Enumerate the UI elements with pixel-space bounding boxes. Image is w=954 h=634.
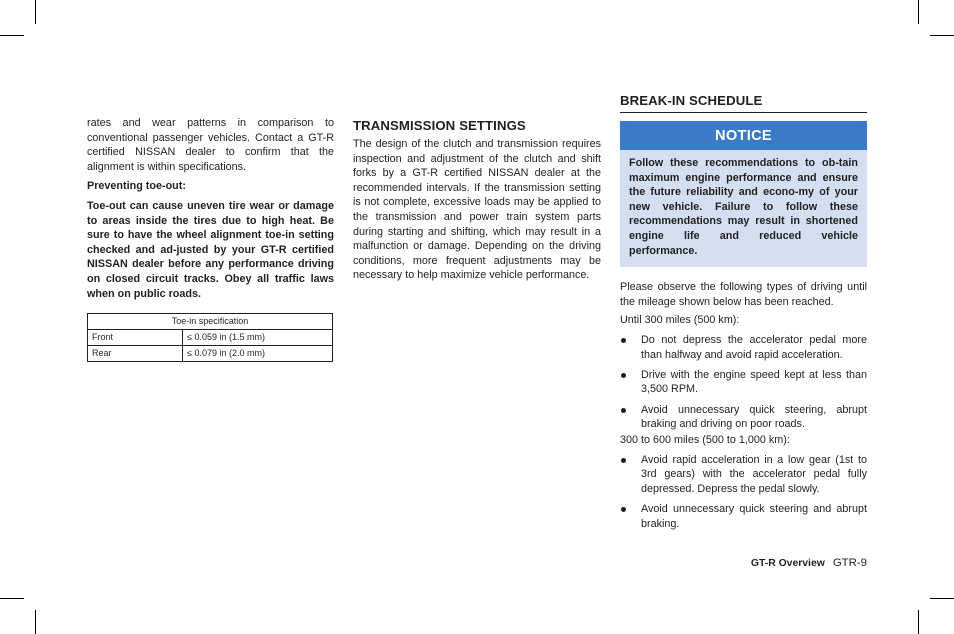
row-label-front: Front — [88, 330, 183, 346]
toe-in-spec-table — [87, 313, 333, 362]
list-item: Avoid unnecessary quick steering, abrupt braking and driving on poor roads. — [620, 403, 867, 432]
notice-text: Follow these recommendations to ob-tain maximum engine performance and ensure the future reliability and econo-my of your new vehicle. Failure to follow these recommendations may result in shortened engine life and reduced vehicle performance. — [629, 157, 858, 257]
toe-out-warning: Toe-out can cause uneven tire wear or damage to areas inside the tires due to high heat. Be sure to have the wheel alignment toe-in setting checked and ad-justed by your GT-R certified NISSAN dealer before any performance driving on closed circuit tracks. Obey all traffic laws when on public roads. — [87, 199, 334, 300]
notice-title: NOTICE — [620, 121, 867, 150]
subheading-preventing-toe-out: Preventing toe-out: — [87, 180, 186, 193]
row-label-rear: Rear — [88, 346, 183, 362]
notice-box — [620, 121, 867, 267]
intro-paragraph: rates and wear patterns in comparison to conventional passenger vehicles. Contact a GT-R certified NISSAN dealer to confirm that the alignment is within specifications. — [87, 117, 334, 173]
crop-mark — [930, 598, 954, 599]
crop-mark — [0, 35, 24, 36]
stage2-list — [620, 453, 867, 532]
table-header-row — [88, 314, 333, 330]
transmission-settings-heading: TRANSMISSION SETTINGS — [353, 118, 526, 133]
break-in-intro: Please observe the following types of driving until the mileage shown below has been reached. — [620, 281, 867, 308]
page-number: GTR-9 — [832, 557, 867, 569]
bullet-icon — [621, 373, 626, 378]
stage2-label: 300 to 600 miles (500 to 1,000 km): — [620, 434, 790, 447]
row-value-front: ≤ 0.059 in (1.5 mm) — [183, 330, 333, 346]
middle-column — [353, 118, 601, 283]
footer-section-title: GT-R Overview — [750, 558, 825, 569]
crop-mark — [918, 0, 919, 24]
crop-mark — [918, 610, 919, 634]
bullet-icon — [621, 507, 626, 512]
list-item: Do not depress the accelerator pedal more than halfway and avoid rapid acceleration. — [620, 333, 867, 362]
crop-mark — [0, 598, 24, 599]
break-in-schedule-heading: BREAK-IN SCHEDULE — [620, 93, 867, 113]
list-item: Avoid unnecessary quick steering and abrupt braking. — [620, 502, 867, 531]
table-row — [88, 330, 333, 346]
page-footer — [751, 557, 867, 569]
table-header: Toe-in specification — [88, 314, 333, 330]
bullet-icon — [621, 338, 626, 343]
list-item: Drive with the engine speed kept at less than 3,500 RPM. — [620, 368, 867, 397]
right-column — [620, 93, 867, 537]
table-row — [88, 346, 333, 362]
bullet-icon — [621, 408, 626, 413]
bullet-icon — [621, 458, 626, 463]
crop-mark — [930, 35, 954, 36]
list-item: Avoid rapid acceleration in a low gear (1st to 3rd gears) with the accelerator pedal fully depressed. Depress the pedal slowly. — [620, 453, 867, 497]
crop-mark — [35, 610, 36, 634]
row-value-rear: ≤ 0.079 in (2.0 mm) — [183, 346, 333, 362]
left-column — [87, 116, 334, 362]
crop-mark — [35, 0, 36, 24]
stage1-label: Until 300 miles (500 km): — [620, 314, 740, 327]
stage1-list — [620, 333, 867, 432]
transmission-paragraph: The design of the clutch and transmission requires inspection and adjustment of the clutch and shift forks by a GT-R certified NISSAN dealer at the recommended intervals. If the transmission setting is not complete, excessive loads may be applied to the transmission and power train system parts during starting and shifting, which may result in a malfunction or damage. Depending on the driving conditions, more frequent adjustments may be necessary to help maximize vehicle performance. — [353, 138, 601, 282]
